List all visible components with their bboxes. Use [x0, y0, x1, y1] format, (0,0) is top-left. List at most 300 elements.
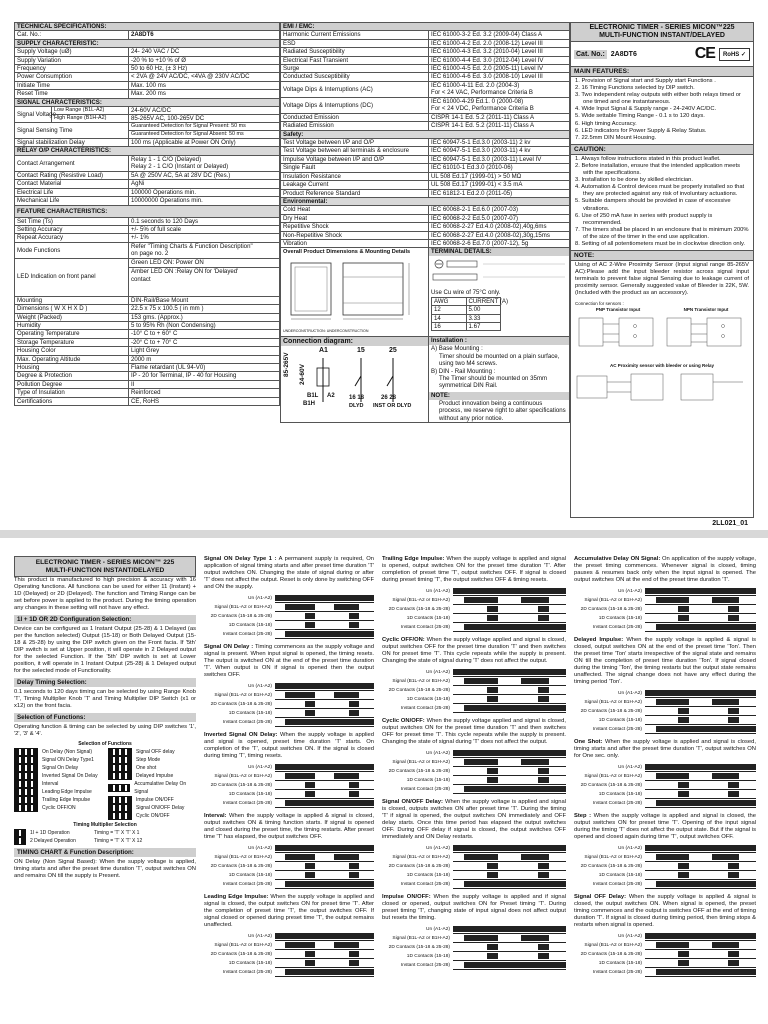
waveform-pulse: [728, 717, 739, 723]
timing-row-label: Signal (B1L-A2 or B1H-A2): [584, 943, 642, 948]
function-name: Step Mode: [136, 757, 161, 763]
timing-row: [574, 614, 756, 623]
timing-waveform: [645, 845, 756, 853]
general-value: Reinforced: [129, 389, 280, 397]
env-value: IEC 60068-2-27 Ed.4.0 (2008-02),40g,6ms: [429, 223, 570, 231]
note-heading: NOTE:: [429, 392, 569, 400]
function-title: One Shot:: [574, 739, 603, 745]
signal-heading: SIGNAL CHARACTERISTICS:: [15, 98, 280, 106]
main-feature-item: 1. Provision of Signal start and Supply start Functions .: [575, 78, 716, 84]
timing-row: [382, 587, 566, 596]
waveform-pulse: [464, 881, 566, 887]
function-description: [204, 894, 374, 929]
function-text: When the supply voltage is applied & signal is closed, the output switches ON. When signal is opened, the preset timing commences and the output is switches OFF at the end of timing duration 'T'. If signal is closed during timing period, then timing stops & restarts when signal is opened.: [574, 894, 756, 928]
mode-value-1: Refer "Timing Charts & Function Description": [131, 242, 253, 250]
intro-text: This product is manufactured to high precision & accuracy with 16 Operating functions. All functions can be used for either 11 (Instant) + 1D (Delayed) or 2D (Delayed). The function and Timing Range can be set before power is applied to the product. During the timing operation any changes in these setting will not have any effect.: [14, 577, 196, 611]
awg-row: [432, 314, 501, 322]
timing-row: [574, 959, 756, 968]
on-delay-text: ON Delay (Non Signal Based): When the supply voltage is applied, timing starts and after the preset time duration 'T', output switches ON and remains ON till the supply is Present.: [14, 859, 196, 879]
waveform-pulse: [678, 960, 689, 966]
timing-row: [574, 698, 756, 707]
timing-row-label: 1D Contacts (15-18): [406, 873, 450, 878]
timing-waveform: [645, 624, 756, 632]
dip-switch-icon: [14, 748, 38, 756]
timing-diagram: [574, 689, 756, 734]
waveform-pulse: [538, 944, 549, 950]
timing-row-label: Instant Contact (25-28): [592, 882, 642, 887]
waveform-pulse: [712, 699, 740, 705]
terminal-screw-drawing: [429, 256, 567, 286]
emission-label: Radiated Emission: [281, 122, 429, 130]
general-label: Dimensions ( W X H X D ): [15, 305, 129, 313]
timing-waveform: [453, 926, 566, 934]
waveform-pulse: [334, 942, 359, 948]
timing-row: [382, 862, 566, 871]
supply-value: Max. 100 ms: [129, 81, 280, 89]
env-label: Dry Heat: [281, 214, 429, 222]
timing-waveform: [453, 588, 566, 596]
timing-row-label: Un (A1-A2): [248, 934, 272, 939]
ac-prox-label: AC Proximity sensor with bleeder or using Relay: [609, 362, 715, 368]
timing-waveform: [645, 951, 756, 959]
timing-row: [204, 781, 374, 790]
safety-value: IEC 61812-1 Ed.2.0 (2011-05): [429, 189, 570, 197]
timing-row: [382, 785, 566, 794]
waveform-pulse: [656, 699, 689, 705]
timing-waveform: [275, 969, 374, 977]
connection-heading: Connection diagram:: [281, 337, 428, 346]
timing-waveform: [275, 845, 374, 853]
waveform-pulse: [538, 768, 549, 774]
timing-row-label: 1D Contacts (15-18): [598, 792, 642, 797]
waveform-pulse: [521, 935, 549, 941]
waveform-pulse: [349, 791, 359, 797]
timing-row: [382, 844, 566, 853]
main-feature-item: 6. LED indicators for Power Supply & Relay Status.: [575, 127, 707, 134]
note2-text: Using of AC 2-Wire Proximity Sensor (Input signal range 85-265V AC):Please add the input bleeder resistor across signal input terminals to prevent false signal Sensing due to leakage current of proximity sensor. Generally suggested value of Bleeder is 22K, 5W. (Included with the product as an accessory).: [575, 262, 749, 297]
waveform-pulse: [656, 854, 689, 860]
rp-cat-label: Cat. No.:: [576, 50, 605, 58]
awg-table: [431, 297, 508, 332]
general-value: 153 gms. (Approx.): [129, 313, 280, 321]
function-description: [382, 718, 566, 746]
timing-diagram: [204, 594, 374, 639]
timing-waveform: [645, 854, 756, 862]
function-row: [14, 756, 102, 764]
emission-row: [281, 113, 570, 121]
timing-row: [382, 853, 566, 862]
general-row: [15, 330, 280, 338]
relay-label: Contact Material: [15, 180, 129, 188]
function-name: One shot: [136, 765, 157, 771]
timing-diagram: [382, 668, 566, 713]
env-row: [281, 206, 570, 214]
function-text: When the supply voltage is applied and signal is closed, timing starts and after the preset time duration 'T', output switches ON for One sec. only.: [574, 739, 756, 759]
waveform-pulse: [678, 782, 689, 788]
delay-heading: Delay Timing Selection:: [14, 678, 196, 687]
emi-value: IEC 61000-4-6 Ed. 3.0 (2008-10) Level III: [429, 73, 570, 81]
emission-label: Conducted Emission: [281, 113, 429, 121]
function-title: Cyclic OFF/ON:: [382, 637, 425, 643]
conn-inst-dlyd: INST OR DLYD: [373, 403, 412, 410]
function-name: Delayed Impulse: [136, 773, 174, 779]
timing-row: [574, 790, 756, 799]
led-amber: Amber LED ON :Relay ON for 'Delayed': [131, 267, 239, 275]
waveform-pulse: [678, 717, 689, 723]
timing-waveform: [645, 969, 756, 977]
timing-row-label: Instant Contact (25-28): [592, 970, 642, 975]
general-value: CE, RoHS: [129, 397, 280, 405]
relay-label: Mechanical Life: [15, 197, 129, 205]
waveform-pulse: [645, 933, 756, 939]
timing-waveform: [645, 881, 756, 889]
waveform-pulse: [656, 881, 756, 887]
timing-row: [204, 871, 374, 880]
general-value: 22.5 x 75 x 100.5 ( in mm ): [129, 305, 280, 313]
safety-row: [281, 155, 570, 163]
timing-waveform: [453, 872, 566, 880]
waveform-pulse: [464, 624, 566, 630]
timing-waveform: [275, 692, 374, 700]
dip-switch-icon: [14, 796, 38, 804]
waveform-pulse: [305, 951, 315, 957]
timing-row: [382, 686, 566, 695]
main-feature-item: 5. Wide settable Timing Range - 0.1 s to 120 days.: [575, 113, 705, 120]
env-value: IEC 60068-2-27 Ed.4.0 (2008-02),30g,15ms: [429, 231, 570, 239]
function-title: Cyclic ON/OFF:: [382, 718, 425, 724]
function-title: Delayed Impulse:: [574, 637, 624, 643]
timing-waveform: [453, 768, 566, 776]
timing-row-label: Instant Contact (25-28): [592, 801, 642, 806]
multiplier-table: [14, 829, 196, 845]
function-title: Leading Edge Impulse:: [204, 894, 269, 900]
multiplier-title: Timing Multiplier Selection: [73, 822, 137, 828]
feature-value: 0.1 seconds to 120 Days: [129, 217, 280, 225]
page2-title: [14, 556, 196, 577]
timing-row-label: Signal (B1L-A2 or B1H-A2): [214, 855, 272, 860]
safety-heading: Safety:: [281, 130, 570, 138]
waveform-pulse: [305, 622, 315, 628]
waveform-pulse: [521, 759, 549, 765]
multiplier-row: [14, 837, 196, 845]
timing-row: [574, 596, 756, 605]
timing-waveform: [453, 944, 566, 952]
timing-waveform: [453, 845, 566, 853]
page-separator: [0, 530, 768, 538]
supply-value: 50 to 60 Hz, (± 3 Hz): [129, 65, 280, 73]
waveform-pulse: [285, 692, 315, 698]
timing-waveform: [645, 606, 756, 614]
timing-row: [574, 763, 756, 772]
dip-switch-icon: [14, 772, 38, 780]
timing-row-label: 2D Contacts (15-18 & 25-28): [388, 769, 450, 774]
waveform-pulse: [712, 942, 740, 948]
function-name: Leading Edge Impulse: [42, 789, 92, 795]
general-label: Type of Insulation: [15, 389, 129, 397]
function-name: Signal ON/OFF Delay: [136, 805, 185, 811]
timing-row: [204, 862, 374, 871]
dip-switch-icon: [14, 764, 38, 772]
timing-row-label: Un (A1-A2): [248, 765, 272, 770]
timing-row: [382, 695, 566, 704]
sensing-present: Guaranteed Detection for Signal Present: 50 ms: [129, 123, 279, 131]
caution-list: [571, 155, 753, 250]
general-label: Humidity: [15, 321, 129, 329]
timing-row: [382, 623, 566, 632]
timing-row-label: Instant Contact (25-28): [400, 706, 450, 711]
timing-waveform: [645, 782, 756, 790]
feature-row: [15, 225, 280, 233]
timing-waveform: [275, 960, 374, 968]
waveform-pulse: [728, 615, 739, 621]
dip-switch-icon: [108, 764, 132, 772]
timing-row: [204, 709, 374, 718]
timing-row-label: Signal (B1L-A2 or B1H-A2): [392, 598, 450, 603]
function-name: Signal OFF delay: [136, 749, 175, 755]
timing-diagram: [574, 763, 756, 808]
function-name: Signal On Delay: [42, 765, 79, 771]
waveform-pulse: [487, 687, 498, 693]
timing-row-label: Un (A1-A2): [426, 751, 450, 756]
supply-value: < 2VA @ 24V AC/DC, <4VA @ 230V AC/DC: [129, 73, 280, 81]
awg-label: 14: [432, 314, 467, 322]
function-description: [574, 894, 756, 929]
timing-waveform: [275, 933, 374, 941]
waveform-pulse: [678, 872, 689, 878]
awg-value: 5.00: [466, 306, 501, 314]
signal-high-range: High Range (B1H-A2): [54, 115, 107, 122]
waveform-pulse: [305, 782, 315, 788]
connection-cell: [281, 337, 429, 423]
page2-column-1: [14, 556, 196, 883]
supply-row: [15, 56, 280, 64]
waveform-pulse: [305, 791, 315, 797]
function-name: Cyclic OFF/ON: [42, 805, 76, 811]
timing-row: [574, 623, 756, 632]
multiplier-row: [14, 829, 196, 837]
general-row: [15, 321, 280, 329]
timing-row-label: 1D Contacts (15-18): [598, 873, 642, 878]
waveform-pulse: [487, 606, 498, 612]
config-text: Device can be configured as 1 Instant Output (25-28) & 1 Delayed (as per the function selected) Output (15-18) or Both Delayed Output (15-18 & 25-28) by using the DIP switch given on the Front facia. If '5th' DIP switch is set at Upper position, it will operate in 2 Delayed output for the selected Function. If the '5th' DIP switch is set at Lower position, it will operate in 1 Instant Output (25-28) & 1 Delayed output for the selected mode of Functionality.: [14, 626, 196, 674]
feature-row: [15, 234, 280, 242]
feature-heading: FEATURE CHARACTERISTICS:: [15, 205, 280, 217]
safety-row: [281, 181, 570, 189]
timing-waveform: [645, 717, 756, 725]
timing-diagram: [382, 749, 566, 794]
timing-row: [382, 871, 566, 880]
safety-row: [281, 189, 570, 197]
waveform-pulse: [464, 759, 498, 765]
terminal-heading: TERMINAL DETAILS:: [429, 248, 569, 256]
general-value: IP - 20 for Terminal, IP - 40 for Housing: [129, 372, 280, 380]
timing-waveform: [645, 708, 756, 716]
waveform-pulse: [728, 872, 739, 878]
timing-waveform: [453, 687, 566, 695]
waveform-pulse: [645, 764, 756, 770]
safety-label: Insulation Resistance: [281, 172, 429, 180]
feature-label: Set Time (Ts): [15, 217, 129, 225]
install-a: A) Base Mounting :: [431, 345, 483, 353]
main-features-list: [571, 77, 753, 144]
function-row: [108, 780, 196, 796]
timing-waveform: [645, 773, 756, 781]
timing-row-label: Signal (B1L-A2 or B1H-A2): [584, 700, 642, 705]
emi-label: ESD: [281, 39, 429, 47]
emi-label: Harmonic Current Emissions: [281, 31, 429, 39]
caution-item: 1. Always follow instructions stated in this product leaflet.: [575, 155, 721, 162]
function-text: When the supply voltage is applied and signal is opened, preset time duration 'T' starts. On completion of the 'T', output switches ON. If the signal is closed during timing 'T', timing resets.: [204, 732, 374, 759]
dip-switch-icon: [14, 837, 26, 845]
supply-label: Frequency: [15, 65, 129, 73]
general-value: -20° C to + 70° C: [129, 338, 280, 346]
waveform-pulse: [487, 944, 498, 950]
pnp-diagram: [575, 307, 661, 361]
install-b-text: The Timer should be mounted on 35mm symmetrical DIN Rail.: [439, 374, 548, 390]
timing-row-label: Instant Contact (25-28): [592, 727, 642, 732]
waveform-pulse: [678, 863, 689, 869]
function-title: Signal OFF Delay:: [574, 894, 626, 900]
led-amber-cont: contact: [131, 275, 151, 283]
env-row: [281, 231, 570, 239]
supply-value: -20 % to +10 % of Ø: [129, 56, 280, 64]
supply-label: Supply Voltage (uØ): [15, 48, 129, 56]
timing-waveform: [275, 701, 374, 709]
timing-row: [204, 772, 374, 781]
relay-label: Electrical Life: [15, 188, 129, 196]
timing-row: [382, 776, 566, 785]
timing-row-label: Signal (B1L-A2 or B1H-A2): [214, 693, 272, 698]
multiplier-formula: Timing = 'T' X 'T' X 12: [94, 838, 143, 844]
dip-switch-icon: [108, 772, 132, 780]
waveform-pulse: [656, 942, 689, 948]
awg-row: [432, 322, 501, 330]
main-feature-item: 2. 16 Timing Functions selected by DIP switch.: [575, 85, 695, 92]
timing-waveform: [453, 881, 566, 889]
dip-switch-icon: [108, 812, 132, 820]
function-name: On Delay (Non Signal): [42, 749, 93, 755]
general-value: II: [129, 380, 280, 388]
timing-row: [574, 932, 756, 941]
conn-dlyd: DLYD: [349, 403, 364, 410]
timing-waveform: [275, 719, 374, 727]
waveform-pulse: [656, 969, 756, 975]
emi-column: [280, 22, 570, 423]
safety-label: Product Reference Standard: [281, 189, 429, 197]
timing-row: [204, 844, 374, 853]
general-value: 5 to 95% Rh (Non Condensing): [129, 321, 280, 329]
general-row: [15, 296, 280, 304]
timing-row-label: Instant Contact (25-28): [400, 787, 450, 792]
timing-waveform: [645, 699, 756, 707]
env-row: [281, 239, 570, 247]
timing-waveform: [645, 791, 756, 799]
signal-high-value: 85-265V AC, 100-265V DC: [131, 115, 205, 123]
timing-row: [382, 614, 566, 623]
timing-row: [382, 668, 566, 677]
safety-label: Test Voltage between all terminals & enclosure: [281, 147, 429, 155]
waveform-pulse: [728, 951, 739, 957]
install-a-text: Timer should be mounted on a plain surface, using two M4 screws.: [439, 352, 560, 368]
waveform-pulse: [275, 933, 374, 939]
selection-heading: Selection of Functions:: [14, 713, 196, 722]
function-text: When the supply voltage is applied and signal is opened, output switches ON for the preset time duration 'T'. After completion of preset time 'T', output switches OFF. If signal is closed during preset timing 'T', the output switches OFF & timing resets.: [382, 556, 567, 583]
waveform-pulse: [678, 708, 689, 714]
timing-waveform: [453, 597, 566, 605]
env-value: IEC 60068-2-1 Ed.6.0 (2007-03): [429, 206, 570, 214]
waveform-pulse: [712, 773, 740, 779]
pnp-circuit: [575, 312, 659, 356]
waveform-pulse: [728, 791, 739, 797]
timing-row: [204, 799, 374, 808]
timing-row-label: 2D Contacts (15-18 & 25-28): [210, 702, 272, 707]
timing-waveform: [453, 962, 566, 970]
function-text: On application of the supply voltage, the preset timing commences. Whenever signal is closed, timing pauses & resumes back only when the input signal is opened. The output switches ON at the end of the preset time duration 'T'.: [574, 556, 756, 583]
timing-row-label: 2D Contacts (15-18 & 25-28): [580, 607, 642, 612]
timing-waveform: [645, 933, 756, 941]
function-row: [108, 748, 196, 756]
function-description: [382, 637, 566, 665]
caution-item: 3. Installation to be done by skilled electrician.: [575, 177, 693, 184]
main-feature-item: 3. Two independent relay outputs with either both relays timed or one timed and one instantaneous.: [575, 92, 741, 106]
supply-row: [15, 65, 280, 73]
relay-label: Contact Rating (Resistive Load): [15, 171, 129, 179]
safety-label: Leakage Current: [281, 181, 429, 189]
waveform-pulse: [275, 764, 374, 770]
waveform-pulse: [453, 926, 566, 932]
timing-row: [204, 880, 374, 889]
function-row: [108, 772, 196, 780]
dimension-drawing: [281, 257, 427, 327]
timing-waveform: [275, 881, 374, 889]
right-panel: [570, 22, 754, 518]
timing-row-label: Un (A1-A2): [426, 589, 450, 594]
waveform-pulse: [645, 588, 756, 594]
timing-row: [574, 950, 756, 959]
tech-spec-table: [14, 22, 280, 406]
note2-heading: NOTE:: [571, 250, 753, 261]
supply-row: [15, 90, 280, 98]
timing-row: [204, 763, 374, 772]
emi-label: Radiated Susceptibility: [281, 48, 429, 56]
function-description: [204, 813, 374, 841]
waveform-pulse: [656, 624, 756, 630]
vdips-ac-label: Voltage Dips & Interruptions (AC): [281, 81, 429, 97]
timing-row: [574, 689, 756, 698]
timing-row-label: Instant Contact (25-28): [400, 963, 450, 968]
waveform-pulse: [349, 960, 359, 966]
function-description: [382, 556, 566, 584]
timing-waveform: [453, 615, 566, 623]
function-row: [108, 796, 196, 804]
timing-row: [574, 799, 756, 808]
timing-row: [204, 621, 374, 630]
waveform-pulse: [678, 951, 689, 957]
function-name: Impulse ON/OFF: [136, 797, 174, 803]
waveform-pulse: [538, 615, 549, 621]
waveform-pulse: [678, 791, 689, 797]
function-row: [14, 804, 102, 812]
timing-waveform: [275, 631, 374, 639]
waveform-pulse: [334, 604, 359, 610]
general-row: [15, 372, 280, 380]
timing-row: [204, 630, 374, 639]
timing-waveform: [275, 942, 374, 950]
timing-row-label: 2D Contacts (15-18 & 25-28): [388, 864, 450, 869]
waveform-pulse: [728, 606, 739, 612]
function-title: Step :: [574, 813, 592, 819]
emi-title: EMI / EMC:: [281, 23, 570, 31]
